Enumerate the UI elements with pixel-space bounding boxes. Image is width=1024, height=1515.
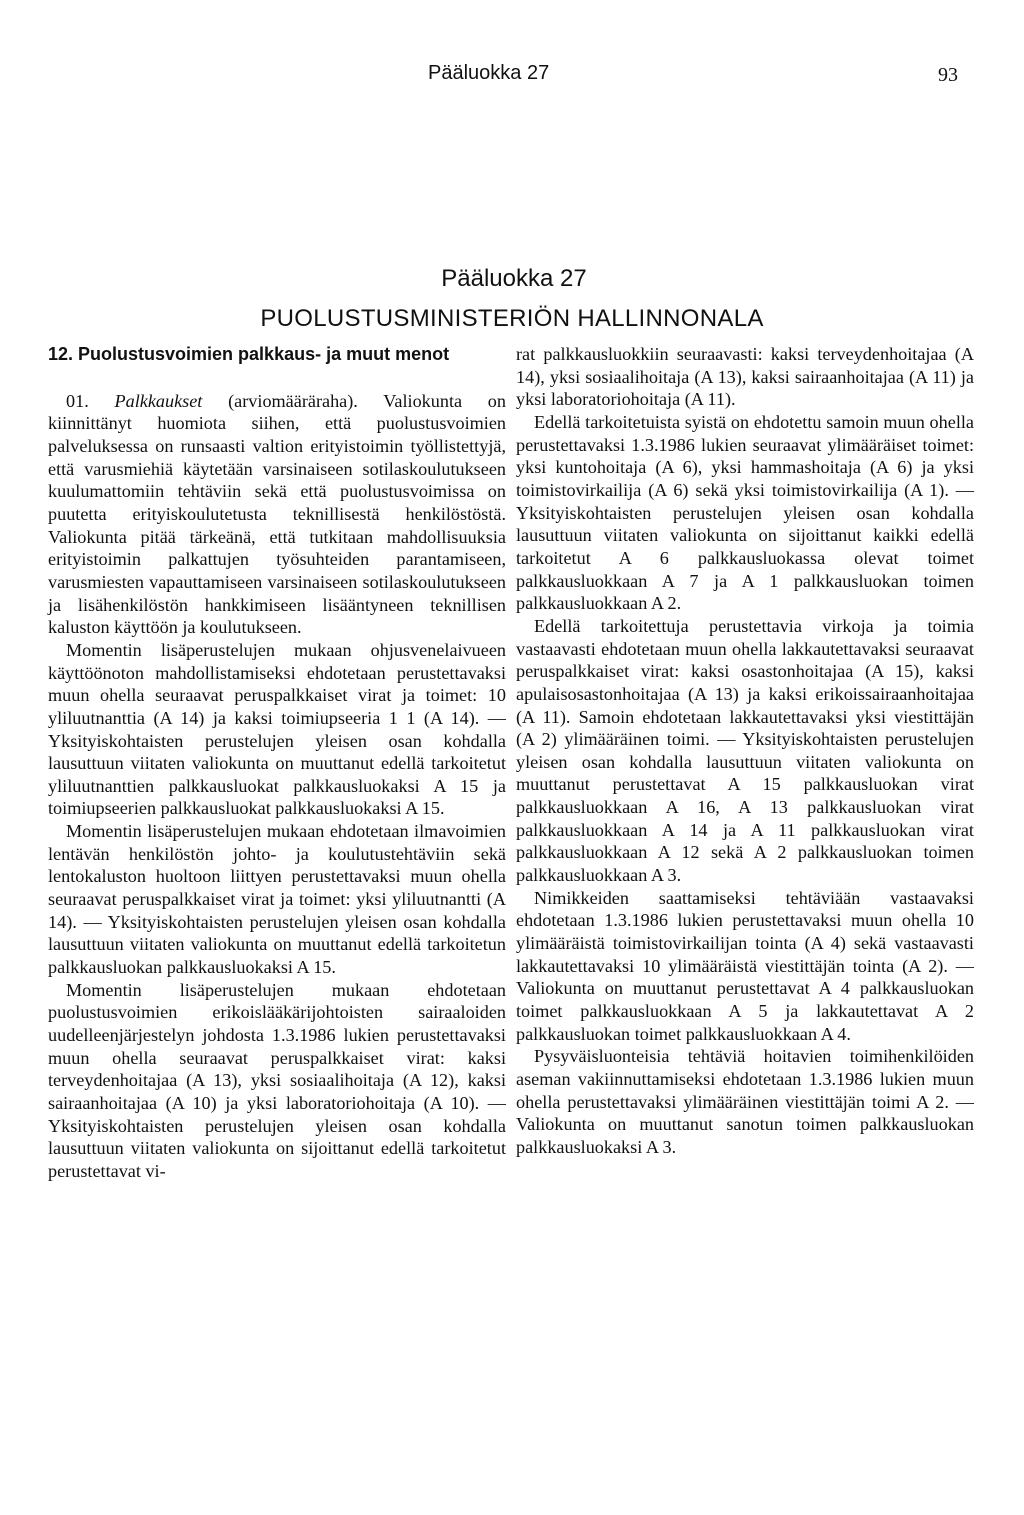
running-header	[0, 62, 1024, 92]
paragraph-item-01	[48, 390, 506, 639]
main-class-title: Pääluokka 27	[441, 265, 587, 292]
right-column	[516, 343, 974, 1159]
ministry-title: PUOLUSTUSMINISTERIÖN HALLINNONALA	[260, 305, 764, 332]
paragraph-nimikkeet: Nimikkeiden saattamiseksi tehtäviään vastaavaksi ehdotetaan 1.3.1986 lukien perustettavaksi muun ohella 10 ylimääräistä toimistovirkailijan tointa (A 4) sekä vastaavasti lakkautettavaksi 10 ylimääräistä viestittäjän tointa (A 2). — Valiokunta on muuttanut perustettavat A 4 palkkausluokan toimet palkkausluokkaan A 5 ja lakkautettavat A 2 palkkausluokan toimet palkkausluokkaan A 4.	[516, 887, 974, 1044]
left-column	[48, 343, 506, 1183]
page-number: 93	[938, 64, 958, 86]
paragraph-ylimaaraiset-toimet: Edellä tarkoitetuista syistä on ehdotettu samoin muun ohella perustettavaksi 1.3.1986 lukien seuraavat ylimääräiset toimet: yksi kuntohoitaja (A 6), yksi hammashoitaja (A 6) ja yksi toimistovirkailija (A 6) sekä yksi toimistovirkailija (A 1). — Yksityiskohtaisten perustelujen yleisen osan kohdalla lausuttuun viitaten valiokunta on sijoittanut kaikki edellä tarkoitetut A 6 palkkausluokassa olevat toimet palkkausluokkaan A 7 ja A 1 palkkausluokan toimen palkkausluokkaan A 2.	[516, 411, 974, 614]
main-heading	[0, 262, 1024, 336]
paragraph-lakkautettavat: Edellä tarkoitettuja perustettavia virkoja ja toimia vastaavasti ehdotetaan muun ohella lakkautettavaksi seuraavat peruspalkkaiset virat: kaksi osastonhoitajaa (A 15), kaksi apulaisosastonhoitajaa (A 13) ja kaksi erikoissairaanhoitajaa (A 11). Samoin ehdotetaan lakkautettavaksi yksi viestittäjän (A 2) ylimääräinen toimi. — Yksityiskohtaisten perustelujen yleisen osan kohdalla lausuttuun viitaten valiokunta on muuttanut perustettavat A 15 palkkausluokan virat palkkausluokkaan A 16, A 13 palkkausluokan virat palkkausluokkaan A 14 ja A 11 palkkausluokan virat palkkausluokkaan A 12 sekä A 2 palkkausluokan toimen palkkausluokkaan A 3.	[516, 615, 974, 886]
section-heading: 12. Puolustusvoimien palkkaus- ja muut menot	[48, 344, 450, 364]
paragraph-ohjusvene: Momentin lisäperustelujen mukaan ohjusvenelaivueen käyttöönoton mahdollistamiseksi ehdotetaan perustettavaksi muun ohella seuraavat peruspalkkaiset virat ja toimet: 10 yliluutnanttia (A 14) ja kaksi toimiupseeria 1 1 (A 14). — Yksityiskohtaisten perustelujen yleisen osan kohdalla lausuttuun viitaten valiokunta on muuttanut edellä tarkoitetut yliluutnanttien palkkausluokat palkkausluokaksi A 15 ja toimiupseerien palkkausluokat palkkausluokaksi A 15.	[48, 639, 506, 819]
paragraph-ilmavoimat: Momentin lisäperustelujen mukaan ehdotetaan ilmavoimien lentävän henkilöstön johto- ja koulutustehtäviin sekä lentokaluston huoltoon liittyen perustettavaksi muun ohella seuraavat peruspalkkaiset virat ja toimet: yksi yliluutnantti (A 14). — Yksityiskohtaisten perustelujen yleisen osan kohdalla lausuttuun viitaten valiokunta on muuttanut edellä tarkoitetun palkkausluokan palkkausluokaksi A 15.	[48, 821, 506, 978]
paragraph-continuation: rat palkkausluokkiin seuraavasti: kaksi terveydenhoitajaa (A 14), yksi sosiaalihoitaja (A 13), kaksi sairaanhoitajaa (A 11) ja yksi laboratoriohoitaja (A 11).	[516, 344, 974, 410]
item-text: (arviomääräraha). Valiokunta on kiinnittänyt huomiota siihen, että puolustusvoimien palveluksessa on runsaasti valtion erityistoimin työllistettyjä, että varusmiehiä käytetään varsinaiseen sotilaskoulutukseen kuulumattomiin tehtäviin sekä että puolustusvoimissa on puutetta erityiskoulutetusta teknillisestä henkilöstöstä. Valiokunta pitää tärkeänä, että tutkitaan mahdollisuuksia erityistoimin palkattujen työsuhteiden parantamiseen, varusmiesten vapauttamiseen varsinaiseen sotilaskoulutukseen ja lisähenkilöstön hankkimiseen lisääntyneen teknillisen kaluston käyttöön ja koulutukseen.	[48, 390, 506, 638]
paragraph-sairaalat: Momentin lisäperustelujen mukaan ehdotetaan puolustusvoimien erikoislääkärijohtoisten sairaaloiden uudelleenjärjestelyn johdosta 1.3.1986 lukien perustettavaksi muun ohella seuraavat peruspalkkaiset virat: kaksi terveydenhoitajaa (A 13), yksi sosiaalihoitaja (A 12), kaksi sairaanhoitajaa (A 10) ja yksi laboratoriohoitaja (A 10). — Yksityiskohtaisten perustelujen yleisen osan kohdalla lausuttuun viitaten valiokunta on sijoittanut edellä tarkoitetut perustettavat vi-	[48, 979, 506, 1181]
item-number: 01.	[66, 390, 89, 411]
paragraph-pysyvaisluonteiset: Pysyväisluonteisia tehtäviä hoitavien toimihenkilöiden aseman vakiinnuttamiseksi ehdotetaan 1.3.1986 lukien muun ohella perustettavaksi ylimääräinen viestittäjän toimi A 2. — Valiokunta on muuttanut sanotun toimen palkkausluokan palkkausluokaksi A 3.	[516, 1046, 974, 1157]
item-title: Palkkaukset	[114, 390, 203, 411]
running-title: Pääluokka 27	[428, 62, 550, 84]
